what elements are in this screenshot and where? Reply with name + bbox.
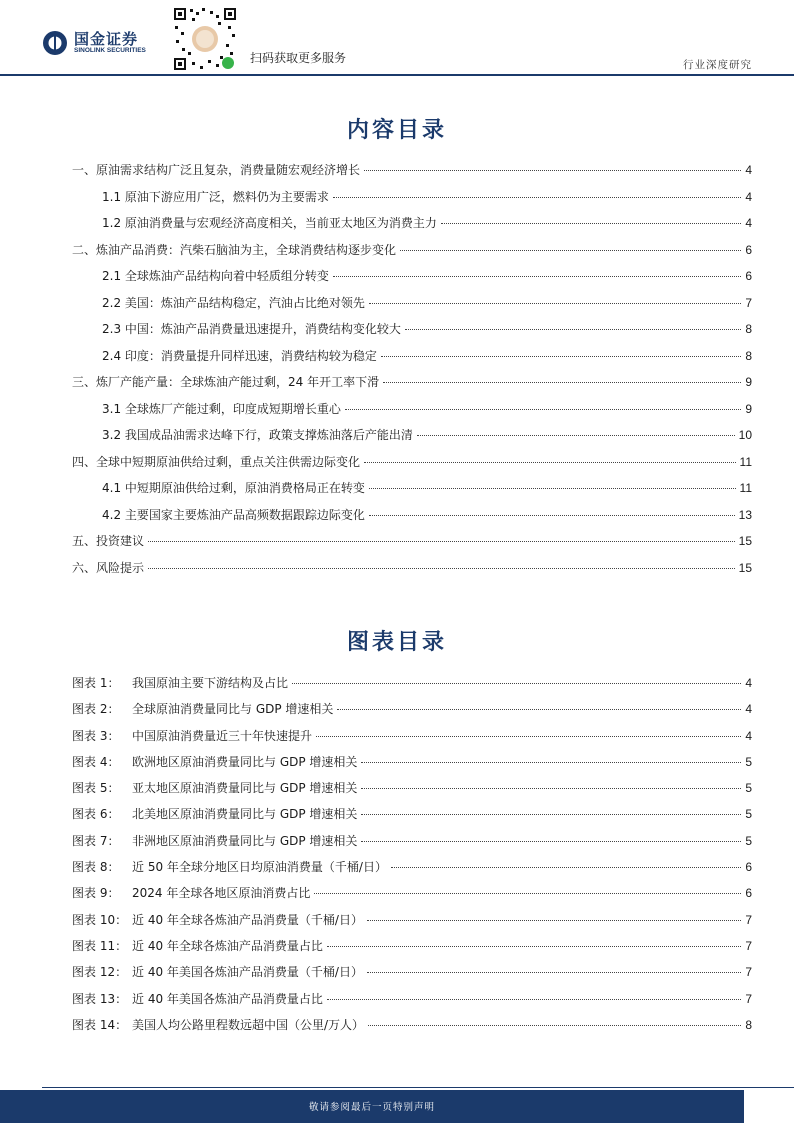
figure-leader-dots xyxy=(367,920,741,921)
figure-entry-page: 7 xyxy=(745,991,752,1006)
toc-entry[interactable] xyxy=(72,188,752,215)
figure-entry-label: 近 40 年美国各炼油产品消费量占比 xyxy=(132,991,323,1006)
logo-english-name: SINOLINK SECURITIES xyxy=(74,47,146,54)
figures-list xyxy=(72,674,752,1042)
figure-entry[interactable] xyxy=(72,727,752,753)
logo-chinese-name: 国金证券 xyxy=(74,30,139,48)
figure-entry-page: 5 xyxy=(745,807,752,822)
toc-entry-label: 2.4 印度：消费量提升同样迅速，消费结构较为稳定 xyxy=(102,348,377,363)
figure-entry-number: 图表 12： xyxy=(72,965,128,980)
figure-entry-label: 非洲地区原油消费量同比与 GDP 增速相关 xyxy=(132,833,358,848)
figure-entry[interactable] xyxy=(72,805,752,831)
toc-leader-dots xyxy=(333,197,741,198)
figure-entry-number: 图表 5： xyxy=(72,781,120,796)
toc-entry-page: 15 xyxy=(738,560,752,575)
toc-leader-dots xyxy=(383,382,741,383)
toc-entry-label: 六、风险提示 xyxy=(72,560,145,575)
footer-disclaimer: 敬请参阅最后一页特别声明 xyxy=(308,1102,435,1113)
toc-leader-dots xyxy=(345,409,741,410)
figures-title: 图表目录 xyxy=(346,630,447,655)
toc-leader-dots xyxy=(364,462,736,463)
toc-entry[interactable] xyxy=(72,347,752,374)
toc-leader-dots xyxy=(369,488,736,489)
figure-leader-dots xyxy=(361,762,741,763)
toc-entry-page: 9 xyxy=(745,375,752,389)
toc-entry-label: 1.1 原油下游应用广泛，燃料仍为主要需求 xyxy=(102,189,329,204)
figure-entry-label: 近 40 年全球各炼油产品消费量（千桶/日） xyxy=(132,912,363,927)
toc-list xyxy=(72,161,752,585)
toc-entry-label: 2.1 全球炼油产品结构向着中轻质组分转变 xyxy=(102,269,329,283)
toc-entry[interactable] xyxy=(72,241,752,268)
figure-entry-number: 图表 14： xyxy=(72,1017,128,1032)
toc-entry-page: 8 xyxy=(745,322,752,336)
figure-entry-number: 图表 11： xyxy=(72,938,128,953)
toc-entry[interactable] xyxy=(72,479,752,506)
figure-leader-dots xyxy=(292,683,741,684)
toc-title: 内容目录 xyxy=(346,118,447,143)
toc-entry[interactable] xyxy=(72,453,752,480)
figure-leader-dots xyxy=(361,841,741,842)
toc-entry-page: 4 xyxy=(745,216,752,230)
figure-entry[interactable] xyxy=(72,779,752,805)
toc-entry[interactable] xyxy=(72,400,752,427)
toc-entry-label: 二、炼油产品消费：汽柴石脑油为主，全球消费结构逐步变化 xyxy=(72,242,397,257)
figure-leader-dots xyxy=(337,709,741,710)
toc-entry-label: 3.2 我国成品油需求达峰下行，政策支撑炼油落后产能出清 xyxy=(102,428,413,442)
figure-leader-dots xyxy=(368,1025,741,1026)
figure-entry-label: 2024 年全球各地区原油消费占比 xyxy=(132,886,311,901)
toc-leader-dots xyxy=(369,515,735,516)
figure-entry[interactable] xyxy=(72,832,752,858)
header-divider xyxy=(0,74,794,76)
toc-entry[interactable] xyxy=(72,214,752,241)
figure-entry-number: 图表 9： xyxy=(72,886,120,901)
toc-leader-dots xyxy=(417,435,735,436)
figure-entry-label: 中国原油消费量近三十年快速提升 xyxy=(132,728,313,743)
figure-entry-page: 6 xyxy=(745,886,752,901)
figure-leader-dots xyxy=(327,999,741,1000)
figure-entry-number: 图表 4： xyxy=(72,754,120,769)
toc-entry[interactable] xyxy=(72,161,752,188)
toc-entry[interactable] xyxy=(72,426,752,453)
figure-entry-number: 图表 10： xyxy=(72,912,128,927)
figure-entry-page: 6 xyxy=(745,860,752,875)
figure-entry[interactable] xyxy=(72,884,752,910)
toc-entry-label: 五、投资建议 xyxy=(72,534,145,548)
toc-entry-label: 4.1 中短期原油供给过剩，原油消费格局正在转变 xyxy=(102,481,365,495)
figure-leader-dots xyxy=(316,736,741,737)
figure-entry[interactable] xyxy=(72,1016,752,1042)
figure-entry-page: 7 xyxy=(745,938,752,953)
toc-entry-page: 15 xyxy=(738,534,752,548)
figure-entry[interactable] xyxy=(72,963,752,989)
figure-entry-label: 我国原油主要下游结构及占比 xyxy=(132,676,289,690)
toc-entry-page: 4 xyxy=(745,163,752,177)
figure-entry[interactable] xyxy=(72,990,752,1016)
toc-leader-dots xyxy=(369,303,741,304)
figure-entry[interactable] xyxy=(72,674,752,700)
figure-entry-page: 4 xyxy=(745,676,752,690)
figure-entry-page: 5 xyxy=(745,781,752,796)
toc-leader-dots xyxy=(441,223,741,224)
qr-caption: 扫码获取更多服务 xyxy=(250,51,347,65)
toc-entry-label: 四、全球中短期原油供给过剩，重点关注供需边际变化 xyxy=(72,454,361,469)
toc-entry[interactable] xyxy=(72,320,752,347)
figure-entry-label: 近 50 年全球分地区日均原油消费量（千桶/日） xyxy=(132,860,387,875)
figure-entry[interactable] xyxy=(72,700,752,726)
figure-entry-label: 北美地区原油消费量同比与 GDP 增速相关 xyxy=(132,807,358,822)
figure-entry-label: 美国人均公路里程数远超中国（公里/万人） xyxy=(132,1017,365,1032)
toc-entry-label: 2.3 中国：炼油产品消费量迅速提升，消费结构变化较大 xyxy=(102,322,401,336)
figure-entry-page: 5 xyxy=(745,833,752,848)
figure-entry-label: 全球原油消费量同比与 GDP 增速相关 xyxy=(132,702,334,717)
figure-entry[interactable] xyxy=(72,911,752,937)
toc-entry-page: 13 xyxy=(738,507,752,522)
toc-entry-label: 2.2 美国：炼油产品结构稳定，汽油占比绝对领先 xyxy=(102,295,365,310)
toc-entry-page: 6 xyxy=(745,242,752,257)
figure-entry-page: 7 xyxy=(745,912,752,927)
toc-entry-page: 8 xyxy=(745,348,752,363)
toc-entry-label: 3.1 全球炼厂产能过剩，印度成短期增长重心 xyxy=(102,401,341,416)
toc-entry-page: 10 xyxy=(738,428,752,442)
figure-entry-page: 4 xyxy=(745,728,752,743)
page-header xyxy=(0,0,794,76)
figure-entry[interactable] xyxy=(72,937,752,963)
toc-leader-dots xyxy=(148,541,735,542)
toc-leader-dots xyxy=(400,250,741,251)
report-type-label: 行业深度研究 xyxy=(683,59,752,71)
figure-entry-page: 7 xyxy=(745,965,752,980)
qr-code-icon[interactable] xyxy=(172,6,238,72)
footer-divider xyxy=(42,1087,794,1088)
toc-leader-dots xyxy=(381,356,741,357)
toc-entry-page: 4 xyxy=(745,189,752,204)
figure-entry-label: 近 40 年美国各炼油产品消费量（千桶/日） xyxy=(132,965,363,980)
toc-entry[interactable] xyxy=(72,294,752,321)
figure-leader-dots xyxy=(327,946,741,947)
toc-entry-label: 4.2 主要国家主要炼油产品高频数据跟踪边际变化 xyxy=(102,507,365,522)
figure-leader-dots xyxy=(367,972,741,973)
toc-entry-label: 1.2 原油消费量与宏观经济高度相关，当前亚太地区为消费主力 xyxy=(102,216,437,230)
figure-entry-page: 5 xyxy=(745,754,752,769)
figure-entry[interactable] xyxy=(72,753,752,779)
figure-entry-number: 图表 1： xyxy=(72,676,120,690)
figure-leader-dots xyxy=(361,814,741,815)
toc-leader-dots xyxy=(405,329,741,330)
toc-entry[interactable] xyxy=(72,373,752,400)
toc-entry-page: 11 xyxy=(739,481,752,495)
figure-entry-number: 图表 7： xyxy=(72,833,120,848)
figure-entry-number: 图表 3： xyxy=(72,728,120,743)
toc-entry[interactable] xyxy=(72,532,752,559)
figure-entry-page: 8 xyxy=(745,1017,752,1032)
toc-entry-page: 7 xyxy=(745,295,752,310)
toc-entry-label: 一、原油需求结构广泛且复杂，消费量随宏观经济增长 xyxy=(72,163,361,177)
toc-entry[interactable] xyxy=(72,506,752,533)
figure-entry[interactable] xyxy=(72,858,752,884)
toc-entry[interactable] xyxy=(72,559,752,586)
figure-entry-number: 图表 13： xyxy=(72,991,128,1006)
toc-entry-label: 三、炼厂产能产量：全球炼油产能过剩，24 年开工率下滑 xyxy=(72,375,380,389)
company-logo xyxy=(42,30,146,56)
figure-entry-number: 图表 6： xyxy=(72,807,120,822)
toc-entry-page: 6 xyxy=(745,269,752,283)
figure-leader-dots xyxy=(314,893,741,894)
figure-entry-label: 欧洲地区原油消费量同比与 GDP 增速相关 xyxy=(132,754,358,769)
toc-entry-page: 11 xyxy=(739,454,752,469)
toc-entry[interactable] xyxy=(72,267,752,294)
figure-entry-label: 近 40 年全球各炼油产品消费量占比 xyxy=(132,938,323,953)
figure-entry-number: 图表 2： xyxy=(72,702,120,717)
figure-leader-dots xyxy=(391,867,741,868)
figure-entry-number: 图表 8： xyxy=(72,860,120,875)
figure-leader-dots xyxy=(361,788,741,789)
toc-leader-dots xyxy=(333,276,741,277)
figure-entry-page: 4 xyxy=(745,702,752,717)
toc-leader-dots xyxy=(364,170,741,171)
toc-entry-page: 9 xyxy=(745,401,752,416)
toc-leader-dots xyxy=(148,568,735,569)
figure-entry-label: 亚太地区原油消费量同比与 GDP 增速相关 xyxy=(132,781,358,796)
sinolink-logo-icon xyxy=(42,30,68,56)
